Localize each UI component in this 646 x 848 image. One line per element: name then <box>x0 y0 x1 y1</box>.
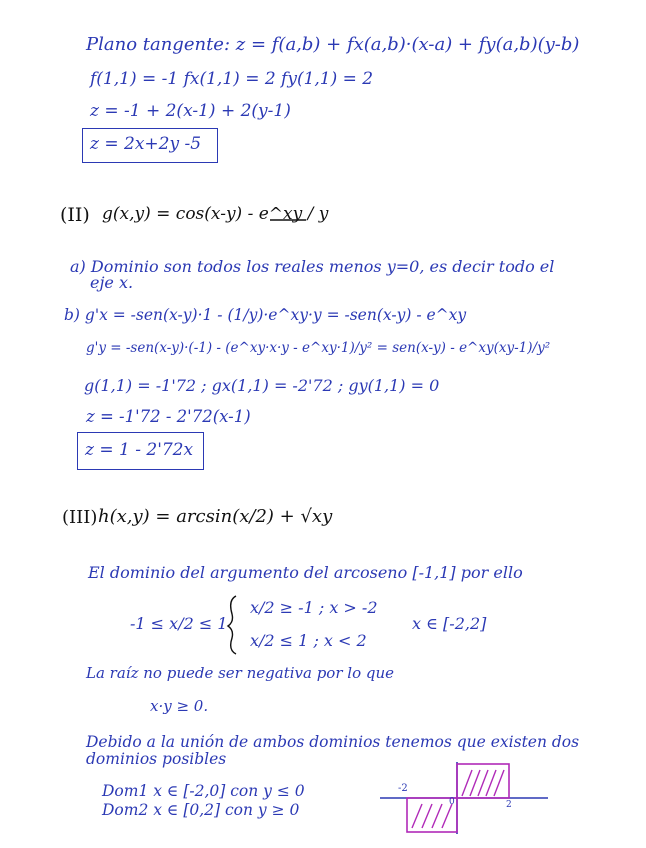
section-number-3: (III) <box>62 507 98 528</box>
section-number-2: (II) <box>60 204 90 226</box>
tangent-plane-formula: Plano tangente: z = f(a,b) + fx(a,b)·(x-a) + fy(a,b)(y-b) <box>86 34 580 55</box>
hatching-dom2 <box>462 770 504 796</box>
region-dom2 <box>457 764 509 798</box>
inequality: -1 ≤ x/2 ≤ 1 <box>130 614 228 633</box>
substitution-line: z = -1 + 2(x-1) + 2(y-1) <box>90 101 291 121</box>
partial-gy: g'y = -sen(x-y)·(-1) - (e^xy·x·y - e^xy·1)/y² = sen(x-y) - e^xy(xy-1)/y² <box>86 340 551 356</box>
function-g: g(x,y) = cos(x-y) - e^xy / y <box>102 204 329 224</box>
result-1: z = 2x+2y -5 <box>90 134 202 154</box>
root-condition-result: x·y ≥ 0. <box>150 697 209 715</box>
union-text-1: Debido a la unión de ambos dominios tenemos que existen dos <box>86 733 580 751</box>
origin-label: 0 <box>449 797 455 807</box>
domain-2: Dom2 x ∈ [0,2] con y ≥ 0 <box>102 801 300 819</box>
hatching-dom1 <box>412 804 452 828</box>
result-2: z = 1 - 2'72x <box>85 440 194 460</box>
case-lower: x/2 ≥ -1 ; x > -2 <box>250 598 378 617</box>
case-upper: x/2 ≤ 1 ; x < 2 <box>250 631 367 650</box>
values-line: f(1,1) = -1 fx(1,1) = 2 fy(1,1) = 2 <box>90 69 374 89</box>
root-condition-text: La raíz no puede ser negativa por lo que <box>86 664 395 682</box>
evaluated-values: g(1,1) = -1'72 ; gx(1,1) = -2'72 ; gy(1,1) = 0 <box>84 376 440 395</box>
domain-sketch <box>380 762 548 834</box>
tick-label-left: -2 <box>398 783 408 794</box>
domain-a-line1: a) Dominio son todos los reales menos y=0, es decir todo el <box>70 257 555 276</box>
tick-label-right: 2 <box>506 800 512 810</box>
tangent-equation-g: z = -1'72 - 2'72(x-1) <box>86 407 251 426</box>
partial-gx: b) g'x = -sen(x-y)·1 - (1/y)·e^xy·y = -sen(x-y) - e^xy <box>64 306 467 324</box>
union-text-2: dominios posibles <box>86 750 227 768</box>
domain-arcsin-text: El dominio del argumento del arcoseno [-1,1] por ello <box>88 563 523 582</box>
interval-x: x ∈ [-2,2] <box>412 614 487 633</box>
function-h: h(x,y) = arcsin(x/2) + √xy <box>98 506 333 527</box>
domain-a-line2: eje x. <box>90 273 134 292</box>
domain-1: Dom1 x ∈ [-2,0] con y ≤ 0 <box>102 782 305 800</box>
